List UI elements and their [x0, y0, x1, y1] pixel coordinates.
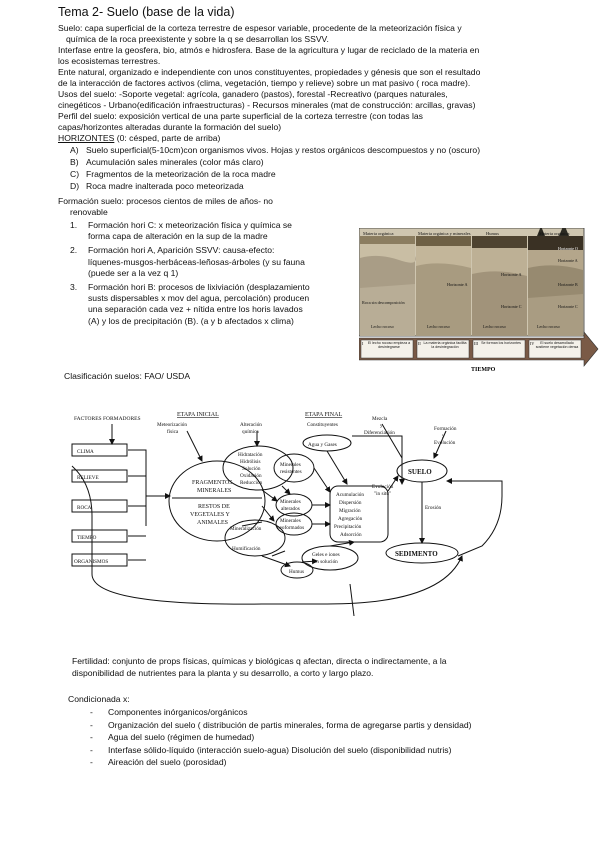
stage-top-label: Humus — [486, 231, 500, 236]
horizonte-item — [70, 157, 264, 168]
accion-item: Adsorción — [340, 532, 362, 538]
factor-tiempo: TIEMPO — [77, 535, 97, 541]
humus-label: Humus — [289, 569, 304, 575]
condicionada-heading: Condicionada x: — [68, 694, 130, 704]
def-suelo-1: Suelo: capa superficial de la corteza terrestre de espesor variable, procedente de la meteorización física y — [58, 23, 462, 33]
perfil-2: capas/horizontes alteradas durante la formación del suelo) — [58, 122, 282, 132]
accion-item: Migración — [339, 508, 361, 514]
stage-label: Horizonte A — [501, 272, 522, 277]
stage-label: Lecho rocoso — [371, 324, 394, 329]
item-line: (A) y los de precipitación (B). (a y b afectados x clima) — [88, 315, 294, 326]
item-number: 2. — [70, 245, 78, 256]
formacion-item — [64, 245, 310, 279]
condicionada-item: - Aireación del suelo (porosidad) — [90, 757, 227, 768]
factor-organismos: ORGANISMOS — [74, 559, 109, 565]
item-number: 1. — [70, 220, 78, 230]
soil-formation-diagram — [62, 406, 532, 616]
alteracion-label: Alteración — [240, 422, 262, 428]
item-key: D) — [70, 181, 80, 191]
factor-clima: CLIMA — [77, 449, 94, 455]
suelo-label: SUELO — [408, 468, 432, 476]
accion-item: Acumulación — [336, 492, 364, 498]
restos-label: RESTOS DE — [198, 504, 230, 510]
usos-1: Usos del suelo: -Soporte vegetal: agrícola, ganadero (pastos), forestal -Recreativo (parques naturales, — [58, 89, 448, 99]
factor-relieve: RELIEVE — [77, 475, 99, 481]
formacion-line-1: Formación suelo: procesos cientos de miles de años- no — [58, 196, 273, 206]
fragmentos-label: MINERALES — [197, 488, 232, 494]
horizontes-heading — [58, 133, 220, 144]
item-line: Formación hori B: procesos de lixiviación (desplazamiento — [88, 282, 310, 293]
stage-label: Roca sin descomposición — [362, 300, 405, 305]
item-text: Acumulación sales minerales (color más claro) — [86, 157, 264, 167]
proceso-item: Hidratación — [238, 452, 263, 458]
item-text: Roca madre inalterada poco meteorizada — [86, 181, 244, 191]
evolucion-label: "in situ" — [374, 491, 392, 497]
item-line: forma capa de alteración en la sup de la madre — [88, 231, 268, 242]
stage-label: Horizonte C — [558, 304, 578, 309]
formacion-evol-label: Evolución — [434, 440, 456, 446]
stage-caption: La materia orgánica facilita la desintegración — [423, 341, 467, 350]
stage-numeral: III — [474, 341, 478, 346]
erosion-label: Erosión — [425, 505, 442, 511]
formacion-evol-label: Formación — [434, 426, 457, 432]
condicionada-list — [90, 706, 472, 769]
stage-label: Lecho rocoso — [537, 324, 560, 329]
horizonte-item — [70, 145, 480, 156]
etapa-inicial-label: ETAPA INICIAL — [177, 412, 219, 418]
soil-profile-figure — [359, 228, 599, 374]
horizontes-note: (0: césped, parte de arriba) — [114, 133, 221, 143]
condicionada-item: - Componentes inórganicos/orgánicos — [90, 707, 248, 717]
item-line: Formación hori C: x meteorización física y química se — [88, 220, 292, 230]
ente-natural-1: Ente natural, organizado e independiente con unos constituyentes, propiedades y génesis que son el resultado — [58, 67, 481, 77]
profile-stage-4 — [528, 228, 583, 336]
item-line: susts dispersables x mov del agua, percolación) producen — [88, 293, 310, 304]
item-text: Suelo superficial(5-10cm)con organismos vivos. Hojas y restos orgánicos descompuestos y no (oscuro) — [86, 145, 481, 155]
fertilidad-1: Fertilidad: conjunto de props físicas, químicas y biológicas q afectan, directa o indirectamente, a la — [72, 656, 447, 666]
item-text: Interfase sólido-líquido (interacción suelo-agua) Disolución del suelo (disponibilidad nutris) — [108, 744, 452, 755]
evolucion-label: Evolución — [372, 484, 394, 490]
profile-stage-3 — [472, 231, 527, 336]
time-label: TIEMPO — [471, 367, 496, 373]
profile-stage-1 — [360, 231, 416, 336]
stage-caption: El suelo desarrollado sostiene vegetación densa — [535, 341, 579, 350]
stage-caption: El lecho rocoso empieza a desintegrarse — [367, 341, 411, 350]
mezcla-label: y — [380, 423, 383, 429]
accion-item: Precipitación — [334, 524, 362, 530]
minerales-alterados-label: Minerales — [280, 499, 301, 505]
minerales-resistentes-label: Minerales — [280, 462, 301, 468]
humificacion-label: Humificación — [232, 546, 261, 552]
stage-label: Horizonte A — [558, 258, 578, 263]
item-text: Aireación del suelo (porosidad) — [108, 757, 227, 768]
proceso-item: Reducción — [240, 480, 263, 486]
mezcla-label: Diferenciación — [364, 430, 395, 436]
condicionada-item: - Agua del suelo (régimen de humedad) — [90, 732, 255, 743]
stage-label: Horizonte A — [447, 282, 468, 287]
minerales-alterados-label: alterados — [281, 506, 300, 512]
alteracion-label: química — [242, 429, 259, 435]
factores-title: FACTORES FORMADORES — [74, 416, 141, 422]
condicionada-item: - Organización del suelo ( distribución de partis minerales, forma de agregarse partis y densidad) — [90, 719, 472, 730]
stage-top-label: Materia orgánica — [539, 231, 570, 236]
stage-label: Lecho rocoso — [483, 324, 506, 329]
meteorizacion-label: Meteorización — [157, 422, 187, 428]
item-key: A) — [70, 145, 79, 155]
proceso-item: Hidrólisis — [240, 459, 261, 465]
accion-item: Dispersión — [339, 500, 362, 506]
geles-label: Geles e iones — [312, 552, 340, 558]
formacion-list — [64, 220, 310, 327]
item-number: 3. — [70, 282, 78, 293]
accion-item: Agregación — [338, 516, 363, 522]
formacion-line-2: renovable — [70, 207, 108, 217]
minerales-neoformados-label: neoformados — [277, 525, 305, 531]
etapa-final-label: ETAPA FINAL — [305, 412, 343, 418]
stage-caption: Se forman los horizontes — [481, 341, 521, 345]
item-text: Componentes inórganicos/orgánicos — [108, 707, 248, 717]
page-title: Tema 2- Suelo (base de la vida) — [58, 5, 235, 19]
stage-numeral: II — [418, 341, 421, 346]
item-text: Fragmentos de la meteorización de la roca madre — [86, 169, 276, 179]
usos-2: cinegéticos - Urbano(edificación infraestructuras) - Recursos minerales (mat de construcción: arcillas, gravas) — [58, 100, 476, 110]
perfil-1: Perfil del suelo: exposición vertical de una parte superficial de la corteza terrestre (con todas las — [58, 111, 423, 121]
stage-numeral: I — [362, 341, 364, 346]
interfase-2: los ecosistemas terrestres. — [58, 56, 161, 66]
interfase-1: Interfase entre la geosfera, bio, atmós e hidrosfera. Base de la agricultura y lugar de reciclado de la materia en — [58, 45, 480, 55]
item-text: Organización del suelo ( distribución de partis minerales, forma de agregarse partis y densidad) — [108, 719, 472, 730]
mezcla-label: Mezcla — [372, 416, 388, 422]
formacion-item — [64, 220, 310, 242]
item-line: (puede ser a la vez q 1) — [88, 267, 179, 278]
mineralizacion-label: Mineralización — [230, 526, 262, 532]
restos-label: VEGETALES Y — [190, 512, 230, 518]
stage-label: Horizonte C — [501, 304, 522, 309]
minerales-resistentes-label: resistentes — [280, 469, 302, 475]
profile-stage-2 — [416, 231, 471, 336]
item-text: Agua del suelo (régimen de humedad) — [108, 732, 255, 743]
stage-label: Horizonte O — [558, 246, 578, 251]
meteorizacion-label: física — [167, 429, 179, 435]
stage-numeral: IV — [530, 341, 535, 346]
item-line: líquenes-musgos-herbáceas-leñosas-árboles (y su fauna — [88, 256, 305, 267]
horizonte-item — [70, 169, 276, 180]
sedimento-label: SEDIMENTO — [395, 550, 438, 558]
horizontes-label: HORIZONTES — [58, 133, 115, 143]
horizonte-item — [70, 181, 244, 192]
formacion-evol-label: y — [442, 433, 445, 439]
stage-label: Lecho rocoso — [427, 324, 450, 329]
stage-label: Horizonte B — [558, 282, 578, 287]
item-key: B) — [70, 157, 79, 167]
agua-gases-label: Agua y Gases — [308, 442, 337, 448]
condicionada-item: - Interfase sólido-líquido (interacción suelo-agua) Disolución del suelo (disponibilidad nutris) — [90, 744, 452, 755]
minerales-neoformados-label: Minerales — [280, 518, 301, 524]
factor-roca: ROCA — [77, 505, 92, 511]
formacion-item — [64, 282, 310, 327]
def-suelo-2: química de la roca preexistente y sobre la q se desarrollan los SSVV. — [66, 34, 329, 44]
geles-label: en solución — [314, 559, 338, 565]
restos-label: ANIMALES — [197, 520, 228, 526]
ente-natural-2: de la interacción de factores activos (clima, vegetación, tiempo y relieve) sobre un mat pasivo ( roca madre). — [58, 78, 471, 88]
stage-top-label: Materia orgánica y minerales — [418, 231, 471, 236]
proceso-item: Solución — [242, 466, 261, 472]
item-key: C) — [70, 169, 80, 179]
proceso-item: Oxidación — [240, 473, 262, 479]
stage-top-label: Materia orgánica — [363, 231, 394, 236]
item-line: Formación hori A, Aparición SSVV: causa-efecto: — [88, 245, 275, 256]
constituyentes-label: Constituyentes — [307, 422, 338, 428]
item-line: una separación cada vez + nítida entre los horis lavados — [88, 304, 303, 315]
clasificacion-suelos: Clasificación suelos: FAO/ USDA — [64, 371, 191, 381]
fragmentos-label: FRAGMENTOS — [192, 480, 233, 486]
fertilidad-2: disponibilidad de nutrientes para la planta y su desarrollo, a corto y largo plazo. — [72, 668, 374, 678]
